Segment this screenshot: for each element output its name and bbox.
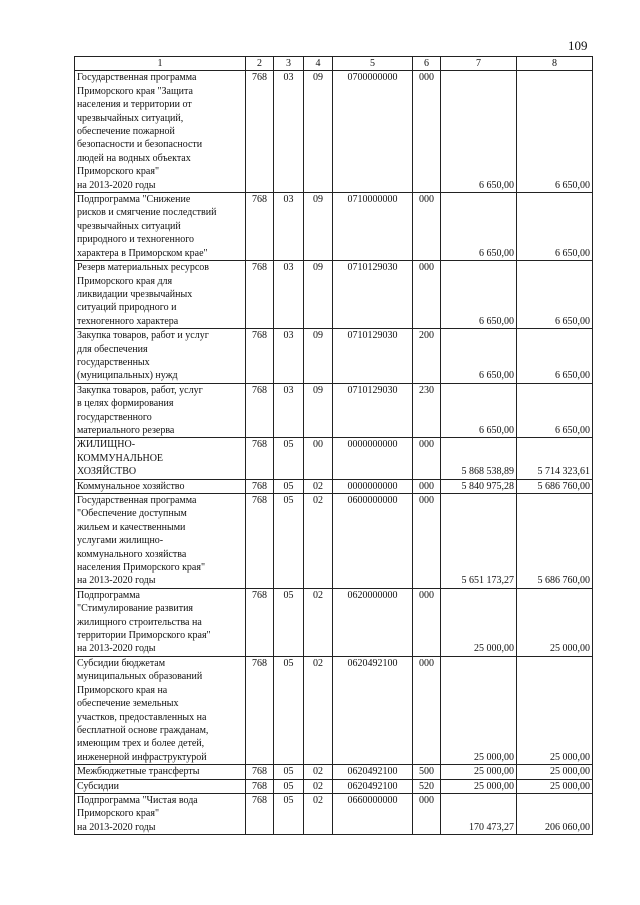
ved-code-cell: 768 bbox=[246, 383, 274, 438]
amount-col8-cell: 25 000,00 bbox=[517, 656, 593, 764]
ved-code-cell: 768 bbox=[246, 765, 274, 779]
amount-col8-cell: 206 060,00 bbox=[517, 793, 593, 834]
header-cell: 8 bbox=[517, 57, 593, 71]
subsection-code-cell: 09 bbox=[304, 261, 333, 329]
row-name-cell: Резерв материальных ресурсов Приморского края для ликвидации чрезвычайных ситуаций природного и техногенного характера bbox=[75, 261, 246, 329]
target-article-cell: 0620492100 bbox=[333, 656, 413, 764]
ved-code-cell: 768 bbox=[246, 588, 274, 656]
table-row bbox=[75, 479, 593, 493]
section-code-cell: 05 bbox=[274, 765, 304, 779]
expense-type-cell: 200 bbox=[413, 329, 441, 384]
section-code-cell: 05 bbox=[274, 793, 304, 834]
row-name-cell: Подпрограмма "Снижение рисков и смягчение последствий чрезвычайных ситуаций природного и техногенного характера в Приморском крае" bbox=[75, 193, 246, 261]
ved-code-cell: 768 bbox=[246, 779, 274, 793]
table-row bbox=[75, 261, 593, 329]
section-code-cell: 05 bbox=[274, 438, 304, 479]
table-row bbox=[75, 765, 593, 779]
ved-code-cell: 768 bbox=[246, 438, 274, 479]
section-code-cell: 03 bbox=[274, 71, 304, 193]
subsection-code-cell: 02 bbox=[304, 793, 333, 834]
expense-type-cell: 000 bbox=[413, 193, 441, 261]
amount-col8-cell: 25 000,00 bbox=[517, 765, 593, 779]
subsection-code-cell: 02 bbox=[304, 765, 333, 779]
ved-code-cell: 768 bbox=[246, 193, 274, 261]
amount-col7-cell: 5 651 173,27 bbox=[441, 494, 517, 589]
amount-col7-cell: 6 650,00 bbox=[441, 383, 517, 438]
amount-col7-cell: 25 000,00 bbox=[441, 779, 517, 793]
expense-type-cell: 000 bbox=[413, 656, 441, 764]
header-row bbox=[75, 57, 593, 71]
header-cell: 3 bbox=[274, 57, 304, 71]
target-article-cell: 0710129030 bbox=[333, 383, 413, 438]
section-code-cell: 05 bbox=[274, 656, 304, 764]
ved-code-cell: 768 bbox=[246, 261, 274, 329]
section-code-cell: 05 bbox=[274, 779, 304, 793]
target-article-cell: 0620492100 bbox=[333, 779, 413, 793]
target-article-cell: 0000000000 bbox=[333, 479, 413, 493]
table-row bbox=[75, 779, 593, 793]
section-code-cell: 05 bbox=[274, 494, 304, 589]
ved-code-cell: 768 bbox=[246, 479, 274, 493]
amount-col7-cell: 170 473,27 bbox=[441, 793, 517, 834]
section-code-cell: 05 bbox=[274, 588, 304, 656]
ved-code-cell: 768 bbox=[246, 656, 274, 764]
amount-col7-cell: 6 650,00 bbox=[441, 193, 517, 261]
expense-type-cell: 000 bbox=[413, 793, 441, 834]
ved-code-cell: 768 bbox=[246, 793, 274, 834]
target-article-cell: 0710000000 bbox=[333, 193, 413, 261]
amount-col8-cell: 25 000,00 bbox=[517, 588, 593, 656]
ved-code-cell: 768 bbox=[246, 494, 274, 589]
table-row bbox=[75, 793, 593, 834]
amount-col8-cell: 5 686 760,00 bbox=[517, 494, 593, 589]
page-number: 109 bbox=[568, 38, 588, 53]
subsection-code-cell: 02 bbox=[304, 656, 333, 764]
section-code-cell: 03 bbox=[274, 383, 304, 438]
budget-table bbox=[74, 56, 593, 835]
table-row bbox=[75, 656, 593, 764]
amount-col8-cell: 6 650,00 bbox=[517, 383, 593, 438]
table-row bbox=[75, 494, 593, 589]
subsection-code-cell: 02 bbox=[304, 779, 333, 793]
target-article-cell: 0700000000 bbox=[333, 71, 413, 193]
row-name-cell: ЖИЛИЩНО- КОММУНАЛЬНОЕ ХОЗЯЙСТВО bbox=[75, 438, 246, 479]
section-code-cell: 05 bbox=[274, 479, 304, 493]
amount-col8-cell: 6 650,00 bbox=[517, 261, 593, 329]
amount-col7-cell: 25 000,00 bbox=[441, 765, 517, 779]
row-name-cell: Межбюджетные трансферты bbox=[75, 765, 246, 779]
ved-code-cell: 768 bbox=[246, 329, 274, 384]
table-row bbox=[75, 71, 593, 193]
amount-col7-cell: 6 650,00 bbox=[441, 329, 517, 384]
row-name-cell: Государственная программа "Обеспечение доступным жильем и качественными услугами жилищно- коммунального хозяйства населения Приморского края" на 2013-2020 годы bbox=[75, 494, 246, 589]
subsection-code-cell: 09 bbox=[304, 193, 333, 261]
ved-code-cell: 768 bbox=[246, 71, 274, 193]
table-row bbox=[75, 438, 593, 479]
row-name-cell: Закупка товаров, работ и услуг для обеспечения государственных (муниципальных) нужд bbox=[75, 329, 246, 384]
header-cell: 6 bbox=[413, 57, 441, 71]
expense-type-cell: 000 bbox=[413, 494, 441, 589]
amount-col7-cell: 25 000,00 bbox=[441, 588, 517, 656]
target-article-cell: 0710129030 bbox=[333, 261, 413, 329]
subsection-code-cell: 09 bbox=[304, 71, 333, 193]
row-name-cell: Коммунальное хозяйство bbox=[75, 479, 246, 493]
header-cell: 4 bbox=[304, 57, 333, 71]
amount-col8-cell: 5 714 323,61 bbox=[517, 438, 593, 479]
amount-col8-cell: 25 000,00 bbox=[517, 779, 593, 793]
target-article-cell: 0000000000 bbox=[333, 438, 413, 479]
section-code-cell: 03 bbox=[274, 329, 304, 384]
row-name-cell: Подпрограмма "Чистая вода Приморского края" на 2013-2020 годы bbox=[75, 793, 246, 834]
target-article-cell: 0600000000 bbox=[333, 494, 413, 589]
amount-col8-cell: 6 650,00 bbox=[517, 71, 593, 193]
expense-type-cell: 230 bbox=[413, 383, 441, 438]
expense-type-cell: 000 bbox=[413, 438, 441, 479]
amount-col8-cell: 5 686 760,00 bbox=[517, 479, 593, 493]
header-cell: 1 bbox=[75, 57, 246, 71]
header-cell: 2 bbox=[246, 57, 274, 71]
target-article-cell: 0710129030 bbox=[333, 329, 413, 384]
subsection-code-cell: 09 bbox=[304, 383, 333, 438]
target-article-cell: 0620492100 bbox=[333, 765, 413, 779]
table-row bbox=[75, 588, 593, 656]
expense-type-cell: 500 bbox=[413, 765, 441, 779]
expense-type-cell: 000 bbox=[413, 479, 441, 493]
row-name-cell: Государственная программа Приморского края "Защита населения и территории от чрезвычайных ситуаций, обеспечение пожарной безопасности и безопасности людей на водных объектах Приморского края" на 2013-2020 годы bbox=[75, 71, 246, 193]
subsection-code-cell: 02 bbox=[304, 494, 333, 589]
table-row bbox=[75, 383, 593, 438]
header-cell: 7 bbox=[441, 57, 517, 71]
row-name-cell: Субсидии бюджетам муниципальных образований Приморского края на обеспечение земельных участков, предоставленных на бесплатной основе гражданам, имеющим трех и более детей, инженерной инфраструктурой bbox=[75, 656, 246, 764]
amount-col8-cell: 6 650,00 bbox=[517, 329, 593, 384]
expense-type-cell: 000 bbox=[413, 261, 441, 329]
expense-type-cell: 000 bbox=[413, 71, 441, 193]
table-row bbox=[75, 329, 593, 384]
amount-col7-cell: 6 650,00 bbox=[441, 261, 517, 329]
amount-col7-cell: 6 650,00 bbox=[441, 71, 517, 193]
expense-type-cell: 000 bbox=[413, 588, 441, 656]
expense-type-cell: 520 bbox=[413, 779, 441, 793]
subsection-code-cell: 09 bbox=[304, 329, 333, 384]
amount-col7-cell: 5 868 538,89 bbox=[441, 438, 517, 479]
table-row bbox=[75, 193, 593, 261]
amount-col8-cell: 6 650,00 bbox=[517, 193, 593, 261]
target-article-cell: 0620000000 bbox=[333, 588, 413, 656]
header-cell: 5 bbox=[333, 57, 413, 71]
section-code-cell: 03 bbox=[274, 261, 304, 329]
row-name-cell: Субсидии bbox=[75, 779, 246, 793]
section-code-cell: 03 bbox=[274, 193, 304, 261]
subsection-code-cell: 02 bbox=[304, 479, 333, 493]
subsection-code-cell: 00 bbox=[304, 438, 333, 479]
target-article-cell: 0660000000 bbox=[333, 793, 413, 834]
amount-col7-cell: 5 840 975,28 bbox=[441, 479, 517, 493]
subsection-code-cell: 02 bbox=[304, 588, 333, 656]
row-name-cell: Закупка товаров, работ, услуг в целях формирования государственного материального резерва bbox=[75, 383, 246, 438]
amount-col7-cell: 25 000,00 bbox=[441, 656, 517, 764]
row-name-cell: Подпрограмма "Стимулирование развития жилищного строительства на территории Приморского края" на 2013-2020 годы bbox=[75, 588, 246, 656]
